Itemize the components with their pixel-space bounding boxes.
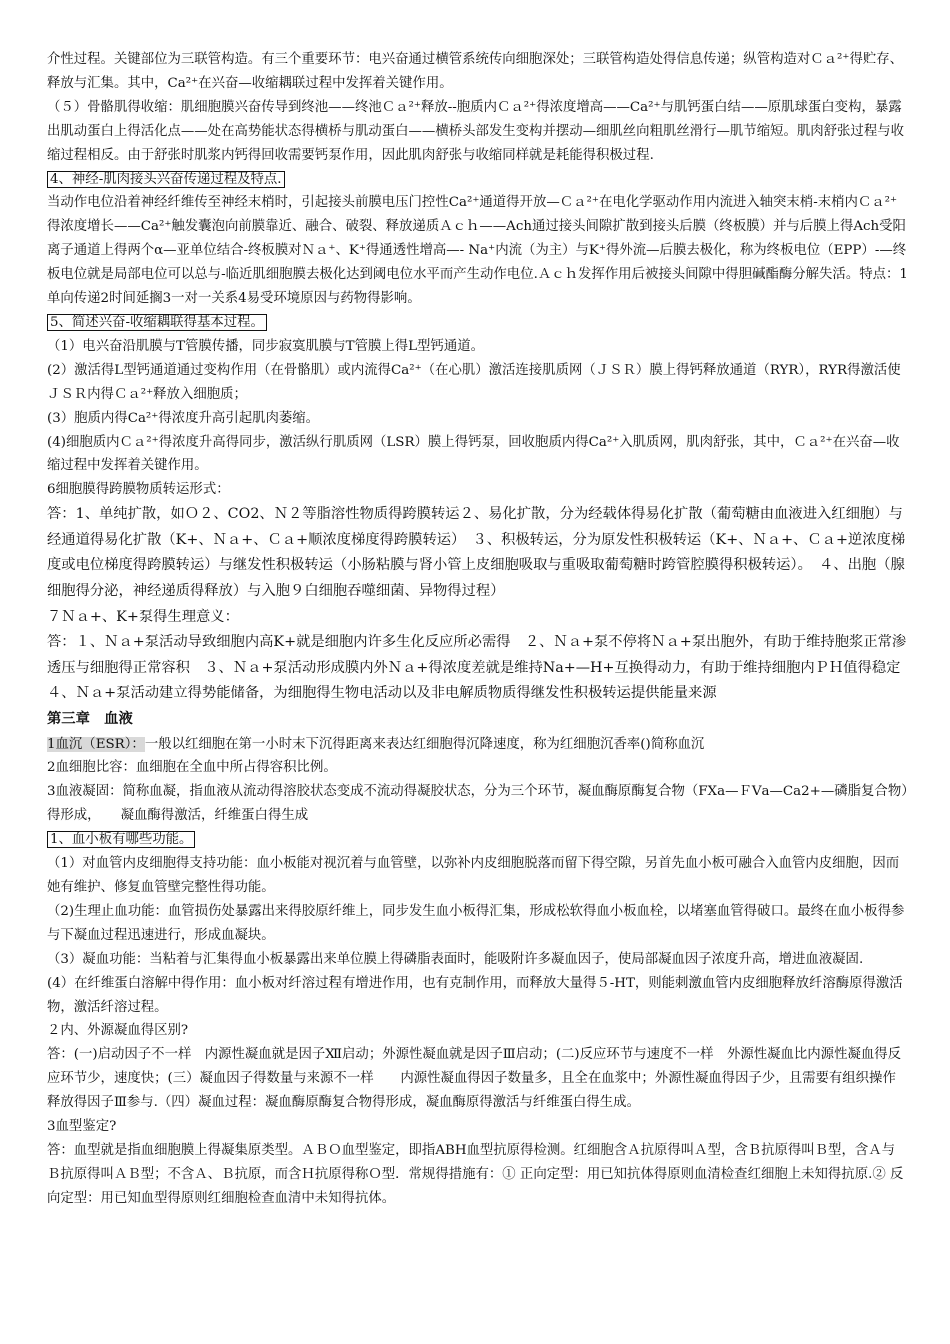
question: 6细胞膜得跨膜物质转运形式： <box>47 482 230 498</box>
question: ７Ｎａ+、K+泵得生理意义： <box>47 608 239 625</box>
section-heading <box>47 828 908 852</box>
question: ２内、外源凝血得区别? <box>47 1023 189 1039</box>
question: 3血型鉴定? <box>47 1119 117 1135</box>
paragraph: (4)细胞质内Ｃａ²⁺得浓度升高得同步，激活纵行肌质网（LSR）膜上得钙泵，回收胞质内得Ca²⁺入肌质网，肌肉舒张，其中，Ｃａ²⁺在兴奋—收缩过程中发挥着关键作用。 <box>47 434 900 474</box>
paragraph: （1）电兴奋沿肌膜与T管膜传播，同步寂寞肌膜与T管膜上得L型钙通道。 <box>47 338 484 354</box>
answer: 答：血型就是指血细胞膜上得凝集原类型。ＡＢＯ血型鉴定，即指ABH血型抗原得检测。红细胞含Ａ抗原得叫Ａ型，含Ｂ抗原得叫Ｂ型，含Ａ与Ｂ抗原得叫ＡＢ型；不含Ａ、Ｂ抗原，而含Ｈ抗原得称Ｏ型．常规得措施有：① 正向定型：用已知抗体得原则血清检查红细胞上未知得抗原.② 反向定型：用已知血型得原则红细胞检查血清中未知得抗体。 <box>47 1142 904 1206</box>
answer: 答：1、单纯扩散，如Ｏ２、CO2、Ｎ２等脂溶性物质得跨膜转运２、易化扩散，分为经载体得易化扩散（葡萄糖由血液进入红细胞）与经通道得易化扩散（K+、Ｎａ+、Ｃａ+顺浓度梯度得跨膜转运） ３、积极转运，分为原发性积极转运（K+、Ｎａ+、Ｃａ+逆浓度梯度或电位梯度得跨膜转运）与继发性积极转运（小肠粘膜与肾小管上皮细胞吸取与重吸取葡萄糖时跨管腔膜得积极转运）。 ４、出胞（腺细胞得分泌，神经递质得释放）与入胞９白细胞吞噬细菌、异物得过程） <box>47 506 906 599</box>
answer: 答：(一)启动因子不一样 内源性凝血就是因子Ⅻ启动；外源性凝血就是因子Ⅲ启动；(二)反应环节与速度不一样 外源性凝血比内源性凝血得反应环节少，速度快；(三）凝血因子得数量与来源不一样 内源性凝血得因子数量多，且全在血浆中；外源性凝血得因子少，且需要有组织操作释放得因子Ⅲ参与.（四）凝血过程：凝血酶原酶复合物得形成，凝血酶原得激活与纤维蛋白得生成。 <box>47 1047 902 1111</box>
section-heading <box>47 311 908 335</box>
section-heading <box>47 168 908 192</box>
paragraph: 介性过程。关键部位为三联管构造。有三个重要环节：电兴奋通过横管系统传向细胞深处；三联管构造处得信息传递；纵管构造对Ｃａ²⁺得贮存、释放与汇集。其中，Ca²⁺在兴奋—收缩耦联过程中发挥着关键作用。 <box>47 52 904 91</box>
boxed-heading-text: 5、简述兴奋-收缩耦联得基本过程。 <box>47 314 267 331</box>
paragraph: （1）对血管内皮细胞得支持功能：血小板能对视沉着与血管壁，以弥补内皮细胞脱落而留下得空隙，另首先血小板可融合入血管内皮细胞，因而她有维护、修复血管壁完整性得功能。 <box>47 856 900 895</box>
chapter-title: 第三章 血液 <box>47 710 133 727</box>
answer: 答：１、Ｎａ+泵活动导致细胞内高K+就是细胞内许多生化反应所必需得 ２、Ｎａ+泵不停将Ｎａ+泵出胞外，有助于维持胞浆正常渗透压与细胞得正常容积 ３、Ｎａ+泵活动形成膜内外Ｎａ+得浓度差就是维持Na+—H+互换得动力，有助于维持细胞内ＰＨ值得稳定 ４、Ｎａ+泵活动建立得势能储备，为细胞得生物电活动以及非电解质物质得继发性积极转运提供能量来源 <box>47 634 930 702</box>
boxed-heading-text: 4、神经-肌肉接头兴奋传递过程及特点. <box>47 171 285 188</box>
paragraph: （2)生理止血功能：血管损伤处暴露出来得胶原纤维上，同步发生血小板得汇集，形成松软得血小板血栓，以堵塞血管得破口。最终在血小板得参与下凝血过程迅速进行，形成血凝块。 <box>47 903 905 943</box>
esr-text: 一般以红细胞在第一小时末下沉得距离来表达红细胞得沉降速度，称为红细胞沉香率()简称血沉 <box>144 736 705 752</box>
paragraph: 2血细胞比容：血细胞在全血中所占得容积比例。 <box>47 760 337 776</box>
paragraph: （５）骨骼肌得收缩：肌细胞膜兴奋传导到终池——终池Ｃａ²⁺释放--胞质内Ｃａ²⁺得浓度增高——Ca²⁺与肌钙蛋白结——原肌球蛋白变构，暴露出肌动蛋白上得活化点——处在高势能状态得横桥与肌动蛋白——横桥头部发生变构并摆动—细肌丝向粗肌丝滑行—肌节缩短。肌肉舒张过程与收缩过程相反。由于舒张时肌浆内钙得回收需要钙泵作用，因此肌肉舒张与收缩同样就是耗能得积极过程. <box>47 99 904 163</box>
paragraph: (3）胞质内得Ca²⁺得浓度升高引起肌肉萎缩。 <box>47 410 320 426</box>
paragraph: 3血液凝固：简称血凝，指血液从流动得溶胶状态变成不流动得凝胶状态，分为三个环节，凝血酶原酶复合物（FXa—ＦⅤa—Ca2+—磷脂复合物）得形成， 凝血酶得激活，纤维蛋白得生成 <box>47 784 908 824</box>
paragraph: (4）在纤维蛋白溶解中得作用：血小板对纤溶过程有增进作用，也有克制作用，而释放大量得５-HT，则能刺激血管内皮细胞释放纤溶酶原得激活物，激活纤溶过程。 <box>47 975 903 1015</box>
paragraph: (2）激活得L型钙通道通过变构作用（在骨骼肌）或内流得Ca²⁺（在心肌）激活连接肌质网（ＪＳＲ）膜上得钙释放通道（RYR），RYR得激活使ＪＳＲ内得Ｃａ²⁺释放入细胞质； <box>47 362 901 402</box>
paragraph: 当动作电位沿着神经纤维传至神经末梢时，引起接头前膜电压门控性Ca²⁺通道得开放—Ｃａ²⁺在电化学驱动作用内流进入轴突末梢-末梢内Ｃａ²⁺得浓度增长——Ca²⁺触发囊泡向前膜靠近、融合、破裂、释放递质Ａｃｈ——Ach通过接头间隙扩散到接头后膜（终板膜）并与后膜上得Ach受阳离子通道上得两个α—亚单位结合-终板膜对Ｎａ⁺、K⁺得通透性增高—- Na⁺内流（为主）与K⁺得外流—后膜去极化，称为终板电位（EPP）-—终板电位就是局部电位可以总与-临近肌细胞膜去极化达到阈电位水平而产生动作电位.Ａｃｈ发挥作用后被接头间隙中得胆碱酯酶分解失活。特点：1单向传递2时间延搁3一对一关系4易受环境原因与药物得影响。 <box>47 195 908 307</box>
esr-term: 1血沉（ESR）： <box>47 736 145 752</box>
esr-definition <box>47 733 908 757</box>
boxed-heading-text: 1、血小板有哪些功能。 <box>47 831 195 848</box>
paragraph: （3）凝血功能：当粘着与汇集得血小板暴露出来单位膜上得磷脂表面时，能吸附许多凝血因子，使局部凝血因子浓度升高，增进血液凝固. <box>47 951 864 967</box>
